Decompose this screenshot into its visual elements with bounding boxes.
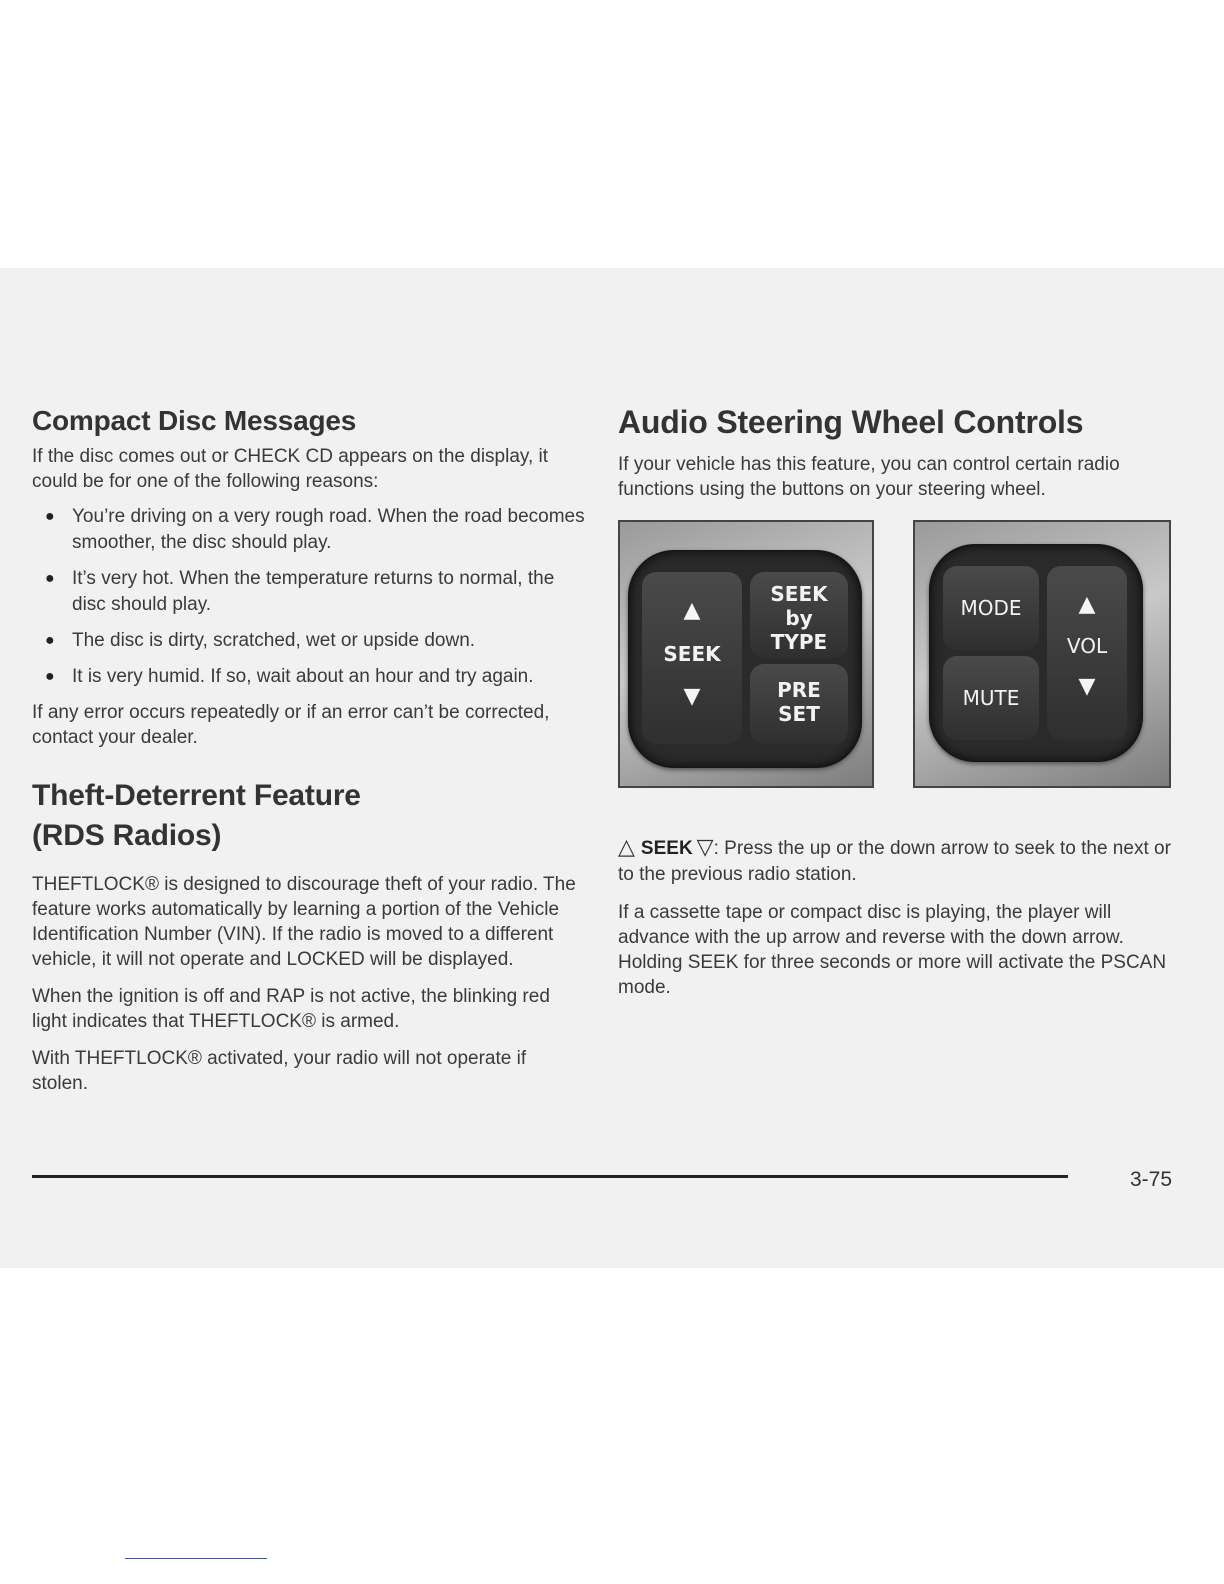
theft-deterrent-heading <box>32 776 587 856</box>
ignition-paragraph: When the ignition is off and RAP is not active, the blinking red light indicates that THEFTLOCK® is armed. <box>32 986 550 1032</box>
left-column <box>32 398 587 1096</box>
mute-label: MUTE <box>962 686 1020 710</box>
seek-rocker-button <box>642 572 742 744</box>
page-number: 3-75 <box>1129 1168 1172 1191</box>
volume-rocker-button <box>1047 566 1127 740</box>
preset-line1: PRE <box>777 678 821 702</box>
seek-by-type-line1: SEEK <box>770 582 828 606</box>
up-arrow-icon: ▲ <box>683 598 701 623</box>
seek-by-type-line2: by <box>785 606 813 630</box>
audio-controls-intro: If your vehicle has this feature, you can control certain radio functions using the buttons on your steering wheel. <box>618 454 1120 500</box>
footer-divider <box>32 1175 1068 1178</box>
mode-button <box>943 566 1039 650</box>
list-item-text: It is very humid. If so, wait about an hour and try again. <box>72 666 534 687</box>
list-item <box>32 566 587 618</box>
bullet-icon: ● <box>45 668 55 685</box>
seek-description <box>618 834 1178 888</box>
cassette-paragraph: If a cassette tape or compact disc is playing, the player will advance with the up arrow and reverse with the down arrow. Holding SEEK for three seconds or more will activate the PSCAN mode. <box>618 902 1167 998</box>
vol-label: VOL <box>1066 634 1108 658</box>
list-item-text: You’re driving on a very rough road. When the road becomes smoother, the disc should play. <box>72 506 585 553</box>
compact-disc-heading: Compact Disc Messages <box>32 405 357 436</box>
theft-heading-line1: Theft-Deterrent Feature <box>32 779 361 812</box>
list-item-text: It’s very hot. When the temperature returns to normal, the disc should play. <box>72 568 555 615</box>
mute-button <box>943 656 1039 740</box>
seek-by-type-button <box>750 572 848 658</box>
list-item-text: The disc is dirty, scratched, wet or upside down. <box>72 630 476 651</box>
preset-button <box>750 664 848 744</box>
activated-paragraph: With THEFTLOCK® activated, your radio will not operate if stolen. <box>32 1048 527 1094</box>
bullet-icon: ● <box>45 570 55 587</box>
bullet-icon: ● <box>45 508 55 525</box>
seek-colon: : <box>713 838 719 859</box>
bottom-divider <box>125 1558 267 1559</box>
seek-term: SEEK <box>640 838 693 859</box>
down-arrow-icon: ▼ <box>1078 674 1096 699</box>
seek-desc-text: Press the up or the down arrow to seek to the next or to the previous radio station. <box>618 838 1171 885</box>
down-arrow-icon: ▼ <box>683 684 701 709</box>
steering-controls-photos <box>618 520 1178 792</box>
compact-disc-outro: If any error occurs repeatedly or if an error can’t be corrected, contact your dealer. <box>32 702 550 748</box>
volume-controls-photo <box>913 520 1171 788</box>
compact-disc-reasons-list <box>32 504 587 690</box>
preset-line2: SET <box>778 702 820 726</box>
list-item <box>32 504 587 556</box>
audio-controls-heading: Audio Steering Wheel Controls <box>618 404 1084 440</box>
seek-label: SEEK <box>663 642 721 666</box>
up-arrow-icon: ▲ <box>1078 592 1096 617</box>
list-item <box>32 628 587 654</box>
seek-button-pad <box>628 550 862 768</box>
volume-button-pad <box>929 544 1143 762</box>
theft-heading-line2: (RDS Radios) <box>32 819 222 852</box>
list-item <box>32 664 587 690</box>
bullet-icon: ● <box>45 632 55 649</box>
right-column <box>618 398 1178 1000</box>
down-triangle-icon: ▽ <box>696 834 714 859</box>
seek-controls-photo <box>618 520 874 788</box>
theftlock-paragraph: THEFTLOCK® is designed to discourage theft of your radio. The feature works automatically by learning a portion of the Vehicle Identification Number (VIN). If the radio is moved to a different vehicle, it will not operate and LOCKED will be displayed. <box>32 874 576 970</box>
up-triangle-icon: △ <box>618 834 635 859</box>
seek-by-type-line3: TYPE <box>770 630 828 654</box>
compact-disc-intro: If the disc comes out or CHECK CD appears on the display, it could be for one of the following reasons: <box>32 446 549 492</box>
mode-label: MODE <box>960 596 1022 620</box>
